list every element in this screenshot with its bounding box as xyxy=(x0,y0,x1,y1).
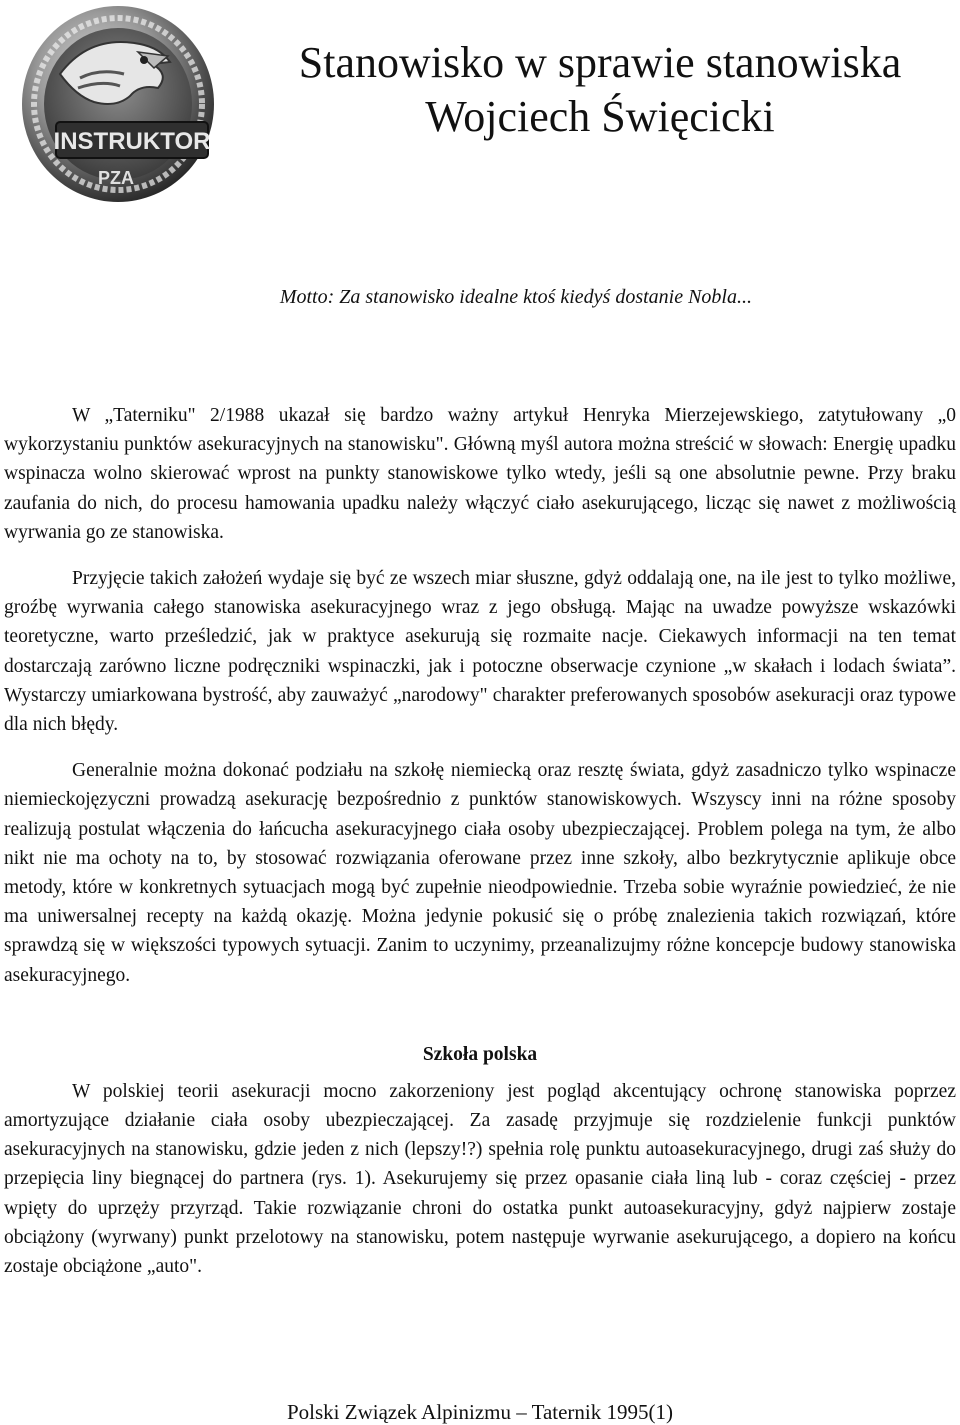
paragraph-1: W „Taterniku" 2/1988 ukazał się bardzo ważny artykuł Henryka Mierzejewskiego, zatytułowany „0 wykorzystaniu punktów asekuracyjnych na stanowisku". Główną myśl autora można streścić w słowach: Energię upadku wspinacza wolno skierować wprost na punkty stanowiskowe tylko wtedy, jeśli są one absolutnie pewne. Przy braku zaufania do nich, do procesu hamowania upadku należy włączyć ciało asekurującego, licząc się nawet z możliwością wyrwania go ze stanowiska. xyxy=(4,405,956,543)
page-footer: Polski Związek Alpinizmu – Taternik 1995(1) xyxy=(287,1400,673,1424)
page-title xyxy=(240,36,960,144)
badge-text-pza: PZA xyxy=(98,168,134,188)
motto: Motto: Za stanowisko idealne ktoś kiedyś dostanie Nobla... xyxy=(279,286,752,308)
paragraph-3: Generalnie można dokonać podziału na szkołę niemiecką oraz resztę świata, gdyż zasadniczo tylko wspinacze niemieckojęzyczni prowadzą asekurację bezpośrednio z punktów stanowiskowych. Wszyscy inni na różne sposoby realizują postulat włączenia do łańcucha asekuracyjnego ciała osoby ubezpieczającej. Problem polega na tym, że albo nikt nie ma ochoty na to, by stosować rozwiązania oferowane przez inne szkoły, albo bezkrytycznie aplikuje obce metody, które w konkretnych sytuacjach mogą być zupełnie nieodpowiednie. Trzeba sobie wyraźnie powiedzieć, że nie ma uniwersalnej recepty na każdą okazję. Można jedynie pokusić się o próbę znalezienia takich rozwiązań, które sprawdzą się w większości typowych sytuacji. Zanim to uczynimy, przeanalizujmy różne koncepcje budowy stanowiska asekuracyjnego. xyxy=(4,760,956,986)
article-body xyxy=(4,401,956,1281)
title-line-2: Wojciech Święcicki xyxy=(425,92,775,141)
section-paragraph: W polskiej teorii asekuracji mocno zakorzeniony jest pogląd akcentujący ochronę stanowiska poprzez amortyzujące działanie ciała osoby ubezpieczającej. Za zasadę przyjmuje się rozdzielenie funkcji punktów asekuracyjnych na stanowisku, gdzie jeden z nich (lepszy!?) spełnia rolę punktu autoasekuracyjnego, drugi zaś służy do przepięcia liny biegnącej do partnera (rys. 1). Asekurujemy się przez opasanie ciała liną lub - coraz częściej - przez wpięty do uprzęży przyrząd. Takie rozwiązanie chroni do ostatka punkt autoasekuracyjny, gdyż najpierw zostaje obciążony (wyrwany) punkt przelotowy na stanowisku, potem następuje wyrwanie asekurującego, a dopiero na końcu zostaje obciążone „auto". xyxy=(4,1080,956,1278)
instruktor-pza-badge-icon xyxy=(20,4,216,204)
badge-text-instruktor: INSTRUKTOR xyxy=(53,128,211,155)
paragraph-2: Przyjęcie takich założeń wydaje się być ze wszech miar słuszne, gdyż oddalają one, na ile jest to tylko możliwe, groźbę wyrwania całego stanowiska asekuracyjnego wraz z jego obsługą. Mając na uwadze powyższe wskazówki teoretyczne, warto prześledzić, jak w praktyce asekurują się rozmaite nacje. Ciekawych informacji na ten temat dostarczają zarówno liczne podręczniki wspinaczki, jak i potoczne obserwacje czynione „w skałach i lodach świata”. Wystarczy umiarkowana bystrość, aby zauważyć „narodowy" charakter preferowanych sposobów asekuracji oraz typowe dla nich błędy. xyxy=(4,568,956,736)
title-line-1: Stanowisko w sprawie stanowiska xyxy=(298,38,902,87)
section-heading: Szkoła polska xyxy=(422,1043,538,1065)
